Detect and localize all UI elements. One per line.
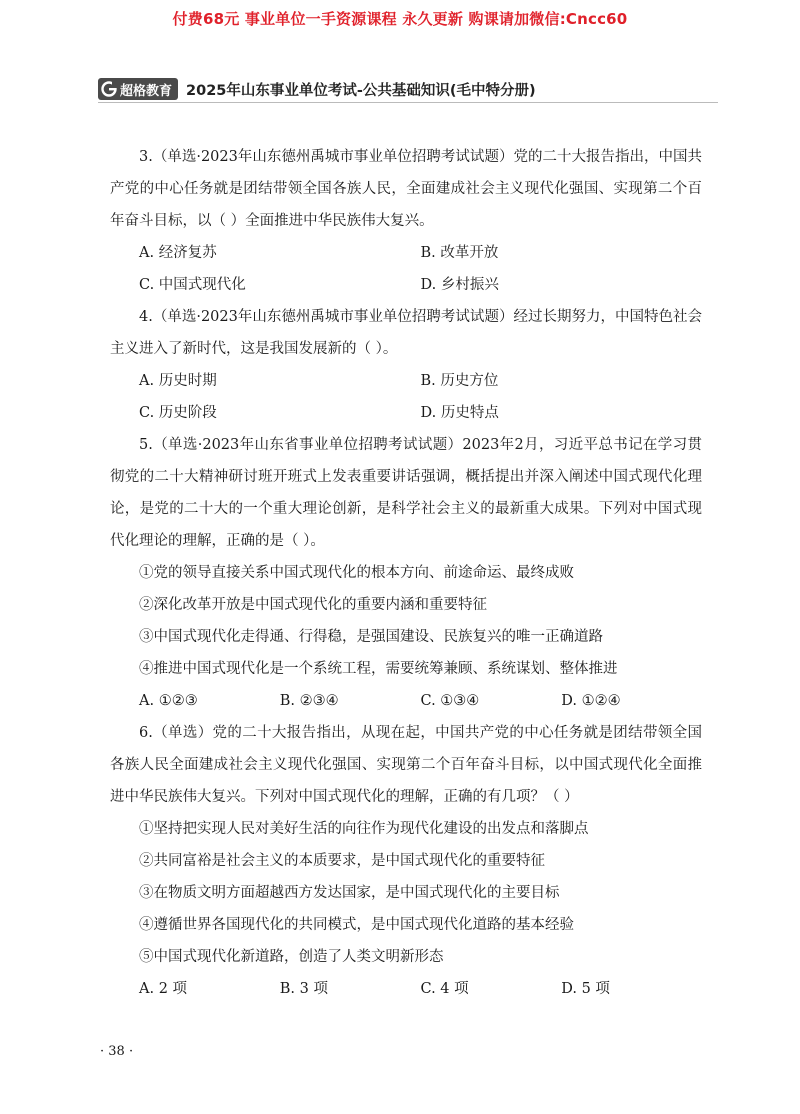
page-number: · 38 · [100,1044,134,1059]
logo-text: 超格教育 [120,83,173,99]
question-3-option-c: C. 中国式现代化 [139,277,246,293]
question-4-option-b: B. 历史方位 [420,373,499,389]
question-5-statement-1: ①党的领导直接关系中国式现代化的根本方向、前途命运、最终成败 [139,565,574,581]
question-6-option-b: B. 3 项 [279,981,328,997]
question-4-option-d: D. 历史特点 [420,405,499,421]
question-6-options [110,973,702,1005]
question-5-option-c: C. ①③④ [420,693,480,709]
page-header [98,76,718,103]
question-5-statement-4: ④推进中国式现代化是一个系统工程，需要统筹兼顾、系统谋划、整体推进 [139,661,618,677]
question-6-option-d: D. 5 项 [561,981,610,997]
question-5-statement-2: ②深化改革开放是中国式现代化的重要内涵和重要特征 [139,597,487,613]
question-6-statement-3: ③在物质文明方面超越西方发达国家，是中国式现代化的主要目标 [139,885,560,901]
logo-g-icon [101,81,117,97]
question-6-statement-2: ②共同富裕是社会主义的本质要求，是中国式现代化的重要特征 [139,853,545,869]
question-5-option-b: B. ②③④ [279,693,339,709]
question-6-option-c: C. 4 项 [420,981,469,997]
question-5-option-a: A. ①②③ [139,693,198,709]
question-6-statement-5: ⑤中国式现代化新道路，创造了人类文明新形态 [139,949,444,965]
question-5-statement-3: ③中国式现代化走得通、行得稳，是强国建设、民族复兴的唯一正确道路 [139,629,603,645]
question-6-stem: 6.（单选）党的二十大报告指出，从现在起，中国共产党的中心任务就是团结带领全国各族人民全面建成社会主义现代化强国、实现第二个百年奋斗目标，以中国式现代化全面推进中华民族伟大复兴。下列对中国式现代化的理解，正确的有几项？（ ） [110,725,702,805]
question-6-statement-1: ①坚持把实现人民对美好生活的向往作为现代化建设的出发点和落脚点 [139,821,589,837]
question-5-option-d: D. ①②④ [561,693,621,709]
question-6-option-a: A. 2 项 [139,981,188,997]
question-3-option-a: A. 经济复苏 [139,245,217,261]
question-list [110,141,702,1005]
header-title: 2025年山东事业单位考试-公共基础知识(毛中特分册) [186,82,536,99]
question-4-option-a: A. 历史时期 [139,373,217,389]
question-6-statement-4: ④遵循世界各国现代化的共同模式，是中国式现代化道路的基本经验 [139,917,574,933]
question-5-options [110,685,702,717]
question-4-option-c: C. 历史阶段 [139,405,217,421]
watermark-banner: 付费68元 事业单位一手资源课程 永久更新 购课请加微信:Cncc60 [172,10,628,28]
brand-logo [98,78,178,100]
question-4-stem: 4.（单选·2023年山东德州禹城市事业单位招聘考试试题）经过长期努力，中国特色社会主义进入了新时代，这是我国发展新的（ ）。 [110,309,702,357]
question-3-options-row-2 [110,269,702,301]
question-3-options-row-1 [110,237,702,269]
question-3-option-d: D. 乡村振兴 [420,277,499,293]
question-4-options-row-1 [110,365,702,397]
question-5-stem: 5.（单选·2023年山东省事业单位招聘考试试题）2023年2月，习近平总书记在学习贯彻党的二十大精神研讨班开班式上发表重要讲话强调，概括提出并深入阐述中国式现代化理论，是党的二十大的一个重大理论创新，是科学社会主义的最新重大成果。下列对中国式现代化理论的理解，正确的是（ ）。 [110,437,702,549]
question-4-options-row-2 [110,397,702,429]
question-3-stem: 3.（单选·2023年山东德州禹城市事业单位招聘考试试题）党的二十大报告指出，中国共产党的中心任务就是团结带领全国各族人民，全面建成社会主义现代化强国、实现第二个百年奋斗目标，以（ ）全面推进中华民族伟大复兴。 [110,149,702,229]
question-3-option-b: B. 改革开放 [420,245,499,261]
